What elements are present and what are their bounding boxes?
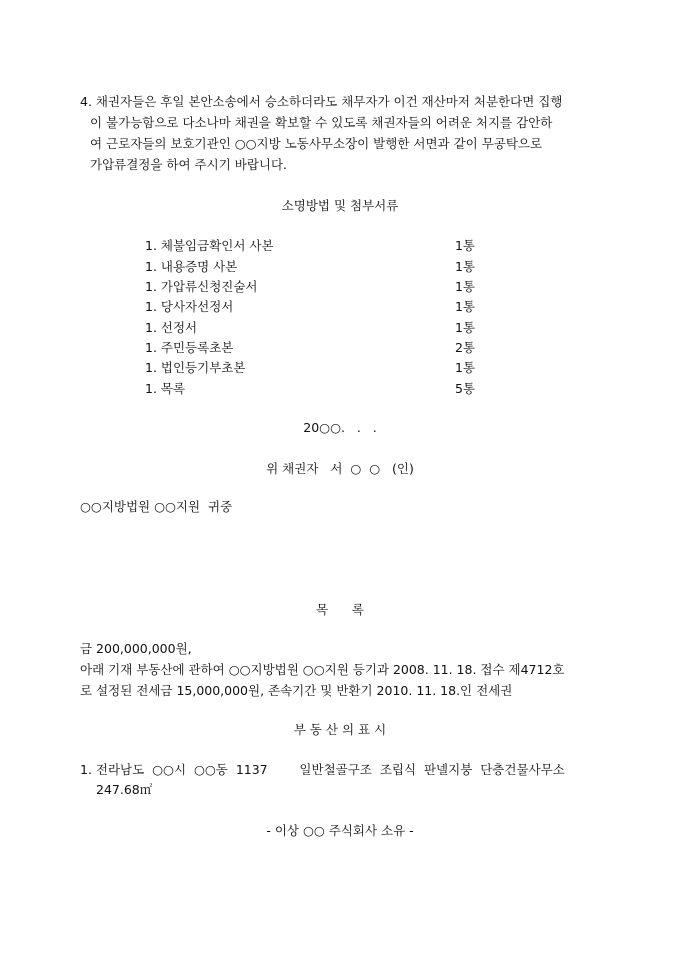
evidence-count: 1통 bbox=[454, 360, 475, 375]
evidence-count: 1통 bbox=[454, 259, 475, 274]
court-addressee: ○○지방법원 ○○지원 귀중 bbox=[80, 499, 233, 514]
paragraph-line: 여 근로자들의 보호기관인 ○○지방 노동사무소장이 발행한 서면과 같이 무공탁으로 bbox=[90, 136, 543, 151]
list-item bbox=[145, 297, 475, 317]
evidence-heading: 소명방법 및 첨부서류 bbox=[281, 198, 399, 213]
paragraph-4 bbox=[80, 91, 610, 175]
property-desc-line: 로 설정된 전세금 15,000,000원, 존속기간 및 반환기 2010. 11. 18.인 전세권 bbox=[80, 683, 513, 698]
evidence-label: 1. 가압류신청진술서 bbox=[145, 279, 258, 294]
property-area: 247.68㎡ bbox=[96, 782, 153, 797]
list-item bbox=[145, 358, 475, 378]
evidence-count: 1통 bbox=[454, 320, 475, 335]
amount-line: 금 200,000,000원, bbox=[80, 641, 192, 656]
list-item bbox=[145, 277, 475, 297]
evidence-label: 1. 법인등기부초본 bbox=[145, 360, 246, 375]
evidence-label: 1. 선정서 bbox=[145, 320, 198, 335]
signature-line: 위 채권자 서 ○ ○ (인) bbox=[266, 461, 414, 476]
evidence-count: 1통 bbox=[454, 299, 475, 314]
list-item bbox=[145, 236, 475, 256]
paragraph-line: 4. 채권자들은 후일 본안소송에서 승소하더라도 채무자가 이건 재산마저 처분한다면 집행 bbox=[80, 94, 563, 109]
paragraph-line: 가압류결정을 하여 주시기 바랍니다. bbox=[90, 157, 288, 172]
list-item bbox=[145, 257, 475, 277]
evidence-count: 5통 bbox=[454, 381, 475, 396]
evidence-label: 1. 당사자선정서 bbox=[145, 299, 234, 314]
paragraph-line: 이 불가능함으로 다소나마 채권을 확보할 수 있도록 채권자들의 어려운 처지를 감안하 bbox=[90, 115, 553, 130]
list-heading: 목 록 bbox=[316, 602, 364, 617]
property-desc-line: 아래 기재 부동산에 관하여 ○○지방법원 ○○지원 등기과 2008. 11. 18. 접수 제4712호 bbox=[80, 662, 565, 677]
list-item bbox=[145, 338, 475, 358]
evidence-count: 2통 bbox=[454, 340, 475, 355]
list-item bbox=[145, 318, 475, 338]
evidence-label: 1. 주민등록초본 bbox=[145, 340, 234, 355]
evidence-label: 1. 체불임금확인서 사본 bbox=[145, 238, 274, 253]
property-item-line: 1. 전라남도 ○○시 ○○동 1137 일반철골구조 조립식 판넬지붕 단층건물사무소 bbox=[80, 762, 565, 777]
date-line: 20○○. . . bbox=[303, 420, 377, 435]
evidence-label: 1. 내용증명 사본 bbox=[145, 259, 238, 274]
evidence-label: 1. 목록 bbox=[145, 381, 186, 396]
evidence-count: 1통 bbox=[454, 279, 475, 294]
property-heading: 부 동 산 의 표 시 bbox=[293, 722, 387, 737]
footer-note: - 이상 ○○ 주식회사 소유 - bbox=[266, 823, 414, 838]
evidence-count: 1통 bbox=[454, 238, 475, 253]
list-item bbox=[145, 379, 475, 399]
